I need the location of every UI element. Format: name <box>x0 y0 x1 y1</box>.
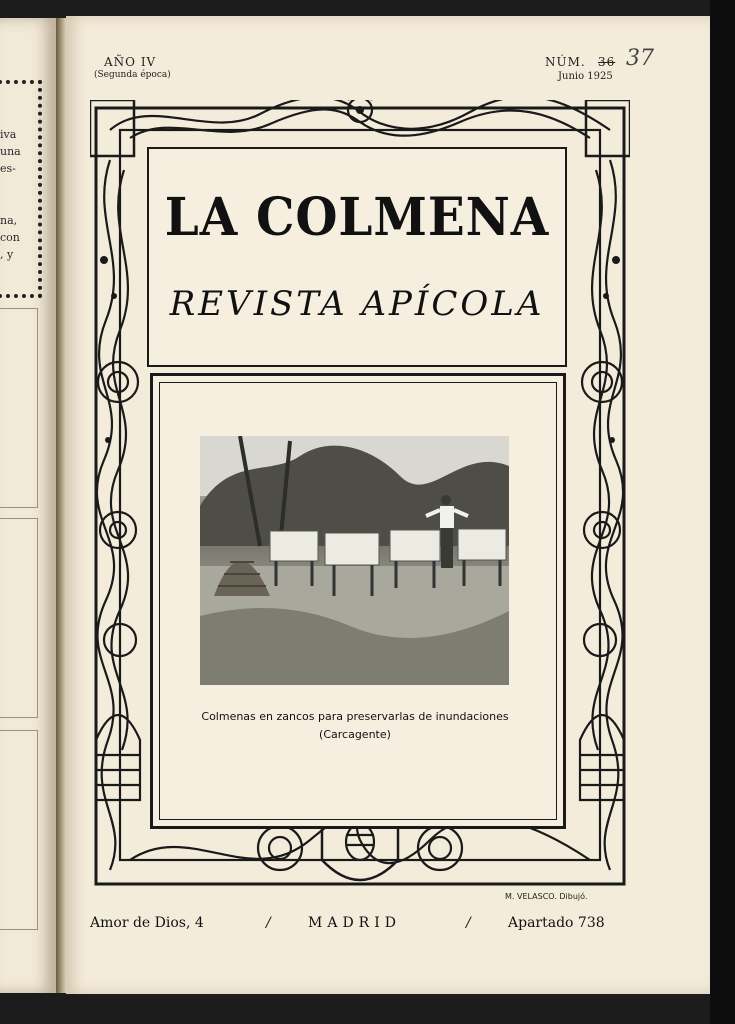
scan-background-edge <box>710 0 735 1024</box>
left-page-fragment: na, <box>0 214 18 227</box>
epoch-label: (Segunda época) <box>94 70 171 80</box>
left-page-fragment: , y <box>0 248 14 261</box>
apiary-photograph <box>200 436 509 685</box>
magazine-title: LA COLMENA <box>164 187 550 248</box>
number-struck: 36 <box>598 55 616 69</box>
left-page-fragment: iva <box>0 128 17 141</box>
year-label: AÑO IV <box>104 55 157 69</box>
left-page-column-box <box>0 730 38 930</box>
left-page-edge <box>0 18 57 993</box>
magazine-subtitle: REVISTA APÍCOLA <box>169 284 545 324</box>
footer-city: MADRID <box>308 915 401 931</box>
apiary-scene-drawing <box>200 436 509 685</box>
footer-separator: / <box>266 915 271 931</box>
footer-postbox: Apartado 738 <box>508 915 605 931</box>
left-page-fragment: con <box>0 231 20 244</box>
illustrator-signature: M. VELASCO. Dibujó. <box>505 892 588 901</box>
number-label: NÚM. <box>545 55 586 69</box>
left-page-fragment: una <box>0 145 21 158</box>
footer-separator: / <box>466 915 471 931</box>
left-page-column-box <box>0 518 38 718</box>
photo-caption-location: (Carcagente) <box>319 728 391 741</box>
left-page-column-box <box>0 308 38 508</box>
left-page-fragment: es- <box>0 162 16 175</box>
masthead-panel <box>147 147 567 367</box>
issue-date: Junio 1925 <box>558 71 613 82</box>
photo-caption: Colmenas en zancos para preservarlas de inundaciones <box>201 710 509 723</box>
decorative-dotted-box <box>0 80 42 298</box>
footer-address: Amor de Dios, 4 <box>90 915 204 931</box>
handwritten-number: 37 <box>626 46 654 71</box>
book-spine <box>56 18 66 993</box>
